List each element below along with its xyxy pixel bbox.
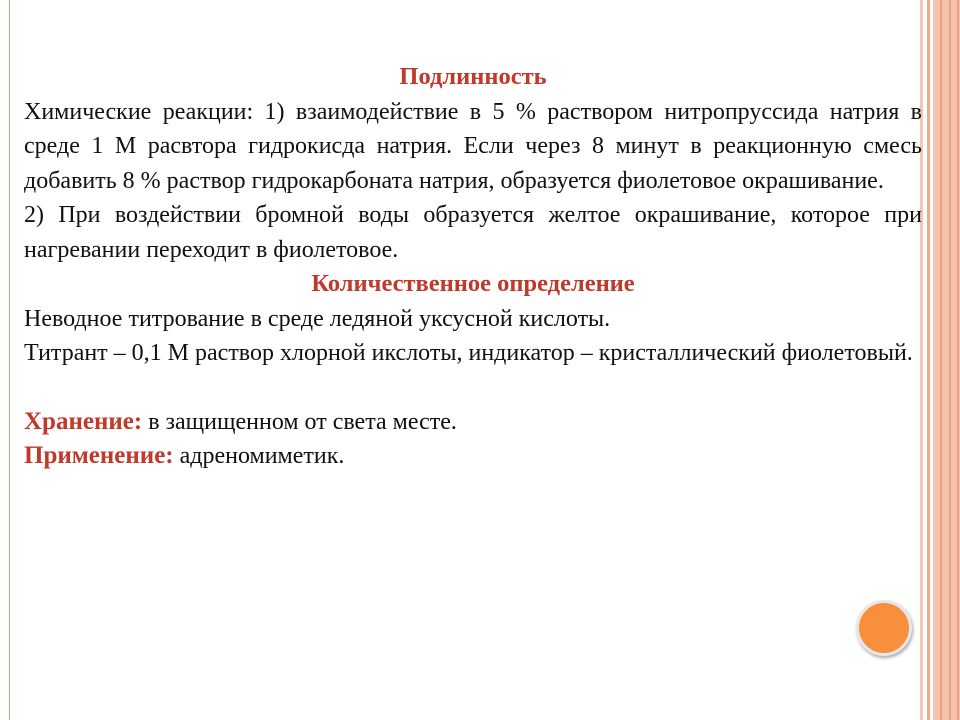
storage-line — [24, 405, 922, 440]
quantitative-paragraph-1: Неводное титрование в среде ледяной уксусной кислоты. — [24, 305, 611, 332]
storage-label: Хранение: — [24, 407, 143, 435]
usage-text: адреномиметик. — [173, 443, 345, 469]
usage-line — [24, 439, 922, 474]
spacer — [24, 371, 922, 405]
storage-text: в защищенном от света месте. — [142, 408, 457, 435]
authenticity-heading: Подлинность — [399, 63, 547, 90]
left-border-line — [9, 0, 10, 720]
orange-circle-decoration — [856, 600, 912, 656]
usage-label: Применение: — [24, 442, 174, 469]
quantitative-heading: Количественное определение — [311, 270, 635, 297]
authenticity-paragraph-1: Химические реакции: 1) взаимодействие в 5 % раствором нитропруссида натрия в среде 1 М расвтора гидрокисда натрия. Если через 8 минут в реакционную смесь добавить 8 % раствор гидрокарбоната натрия, образуется фиолетовое окрашивание. — [24, 98, 922, 194]
slide-content — [24, 60, 922, 474]
authenticity-paragraph-2: 2) При воздействии бромной воды образуется желтое окрашивание, которое при нагревании переходит в фиолетовое. — [24, 202, 922, 263]
quantitative-paragraph-2: Титрант – 0,1 М раствор хлорной икслоты, индикатор – кристаллический фиолетовый. — [24, 340, 913, 366]
